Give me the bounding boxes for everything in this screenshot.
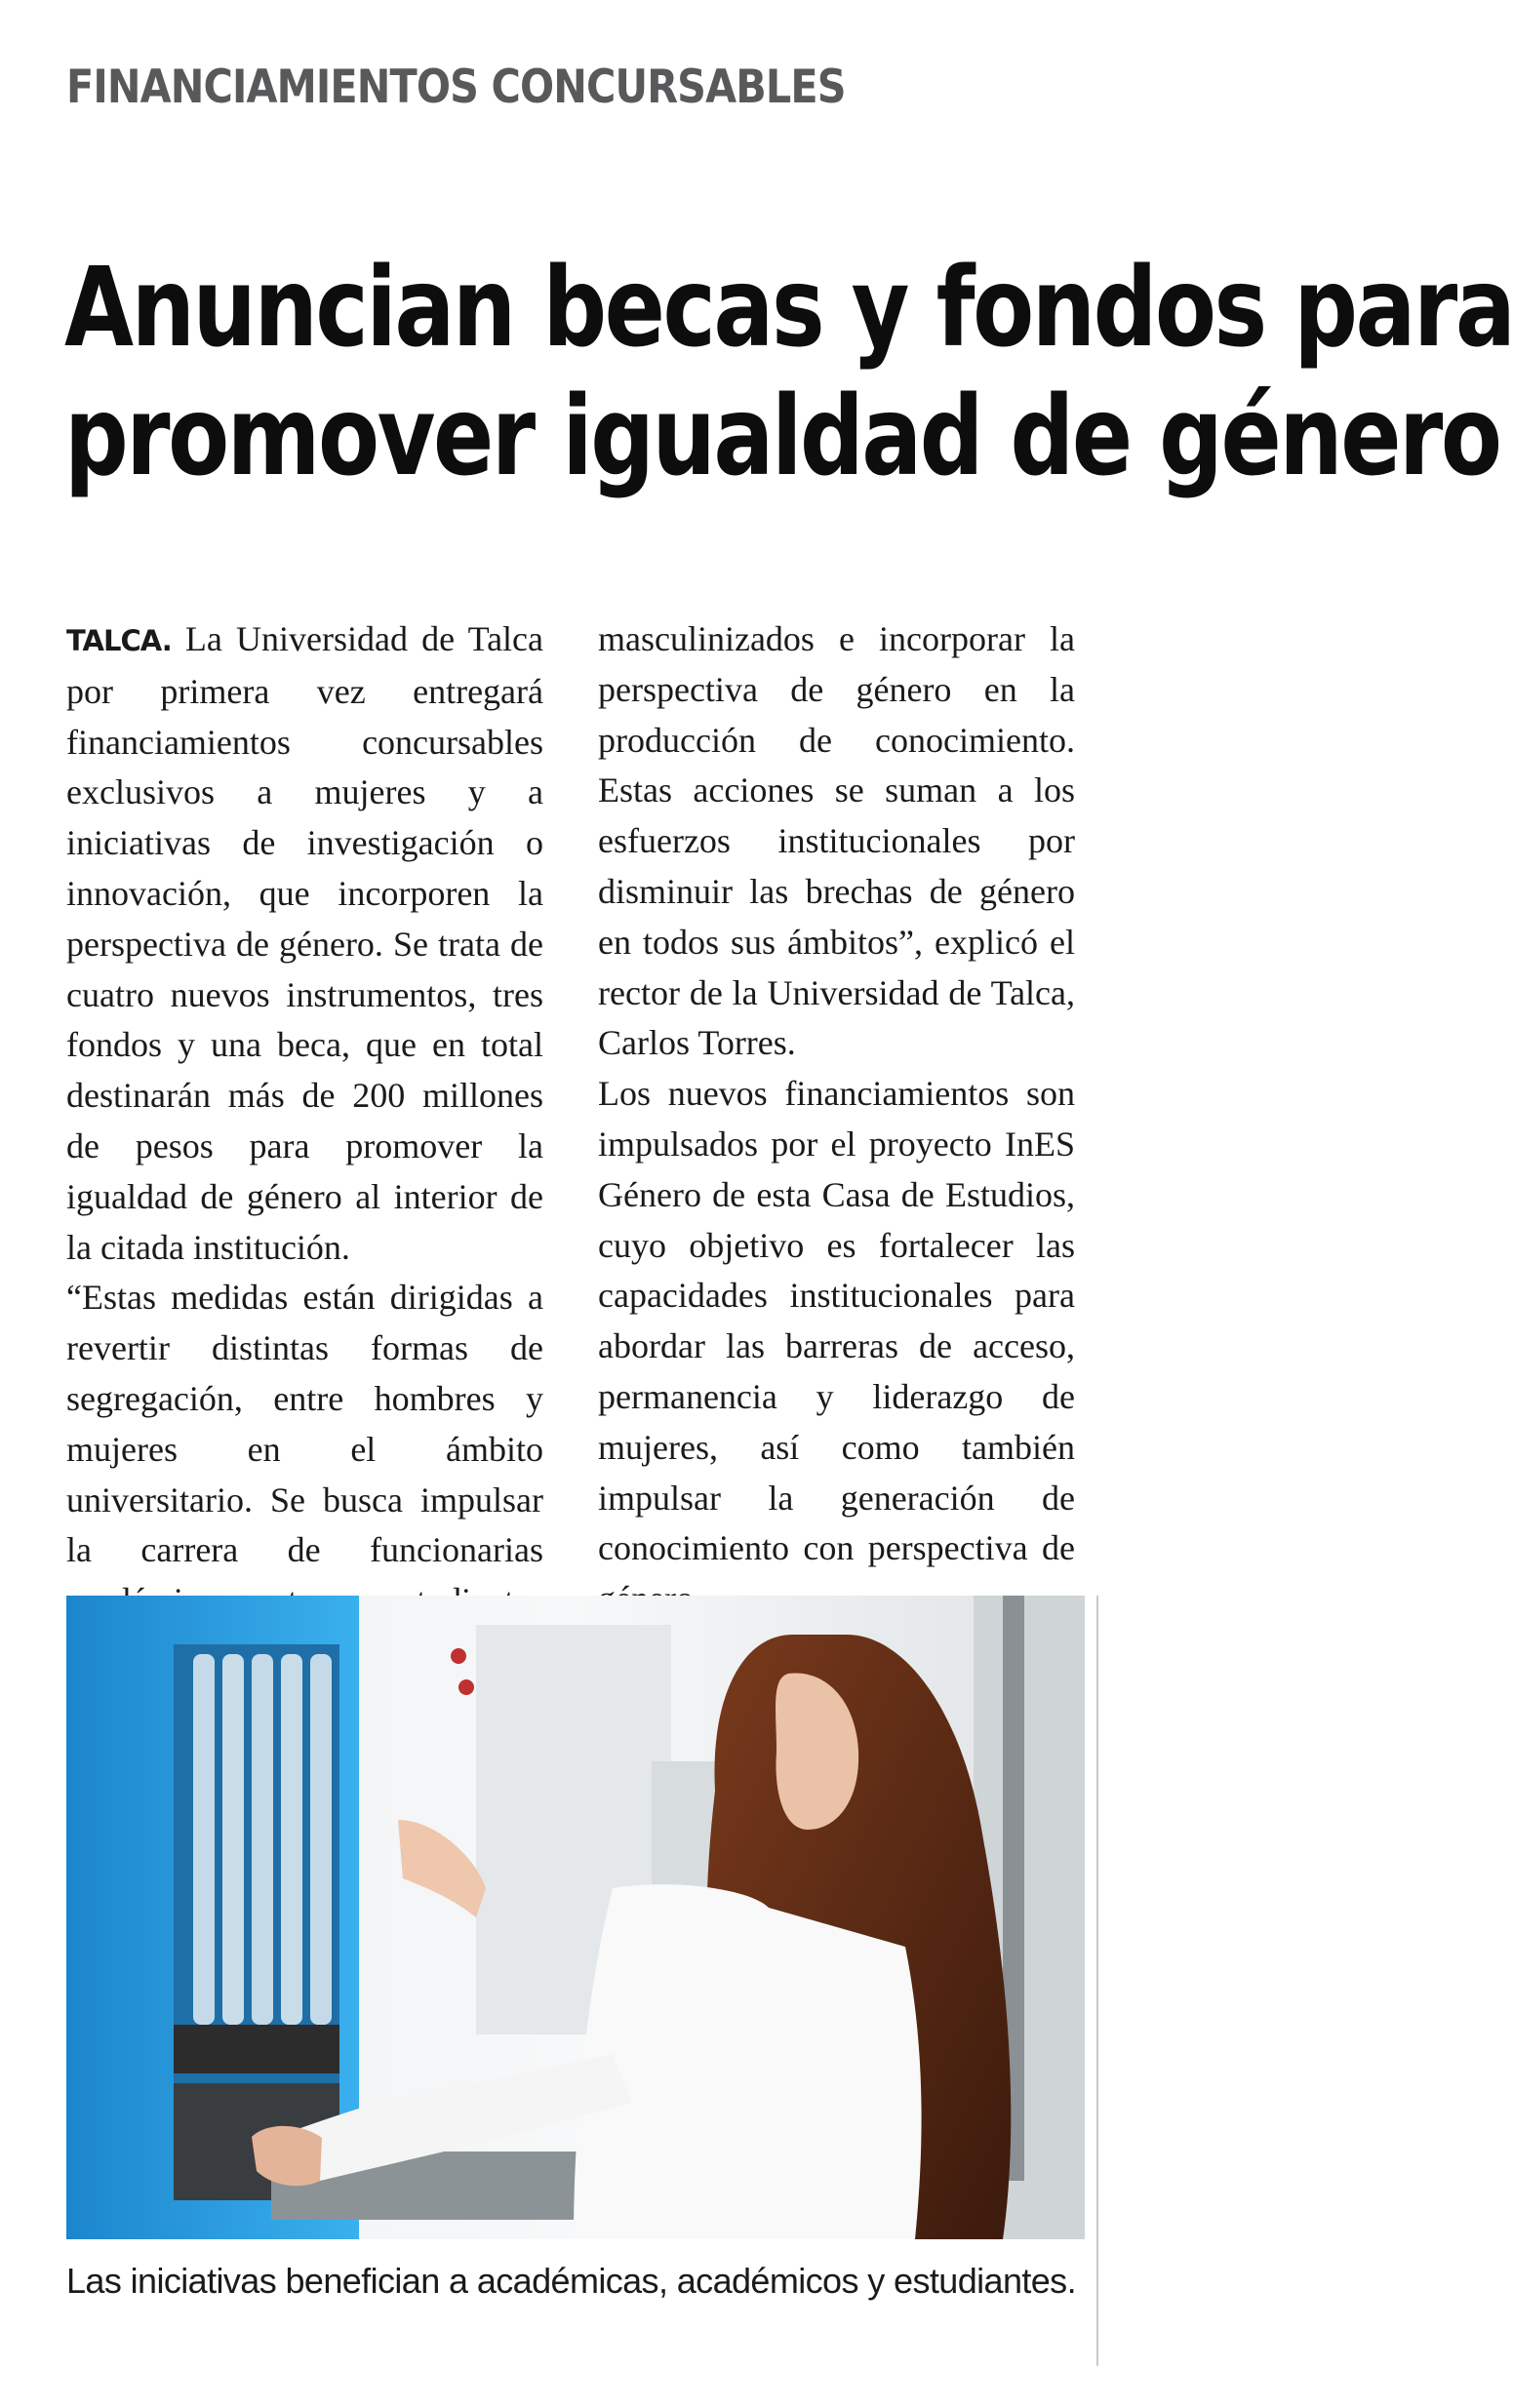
section-label: FINANCIAMIENTOS CONCURSABLES [66,60,846,114]
article-photo [66,1596,1085,2239]
equipment-base [174,2025,339,2073]
glass-tubes [193,1654,332,2025]
paragraph-2: “Estas medidas están dirigidas a revertir distintas formas de segregación, entre hombres y mujeres en el ámbito universitario. Se busca impulsar la carrera de funcionarias [66,1278,543,1570]
column-right [598,614,1075,1678]
column-rule [1096,1596,1098,2366]
headline-line-1: Anuncian becas y fondos para [64,245,1513,372]
headline-line-2: promover igualdad de género [64,374,1500,500]
photo-caption: Las iniciativas benefician a académicas, académicos y estudiantes. [66,2261,1076,2301]
dateline: TALCA. [66,624,172,657]
article-body [66,614,1075,1678]
lab-indicator [458,1679,474,1695]
paragraph-1 [66,614,543,1273]
lab-indicator [451,1648,466,1664]
paragraph-4: Los nuevos financiamientos son impulsados por el proyecto InES Género de esta Casa de Estudios, cuyo objetivo es fortalecer las capacidades institucionales para abordar las barreras de acceso, permanencia y liderazgo de mujeres, así como también impulsar la generación de conocimiento con perspectiva de [598,1074,1075,1568]
headline [64,244,1513,501]
paragraph-3: masculinizados e incorporar la perspectiva de género en la producción de conocimiento. Estas acciones se suman a los esfuerzos institucionales por disminuir las brechas de género en todos sus ámbitos”, explicó el rector de la Universidad de Talca, Carlos Torres. [598,619,1075,1063]
paragraph-1-text: La Universidad de Talca por primera vez entregará financiamientos concursables exclusivos a mujeres y a iniciativas de investigación o innovación, que incorporen la perspectiva de género. Se trata de cuatro nuevos instrumentos, tres fondos y una beca, que en total destinarán más de 200 millones de pesos para promover la igualdad de género al interior de la citada institución. [66,619,544,1267]
lab-coat [574,1884,922,2239]
lab-photo-illustration [66,1596,1085,2239]
column-left [66,614,543,1678]
